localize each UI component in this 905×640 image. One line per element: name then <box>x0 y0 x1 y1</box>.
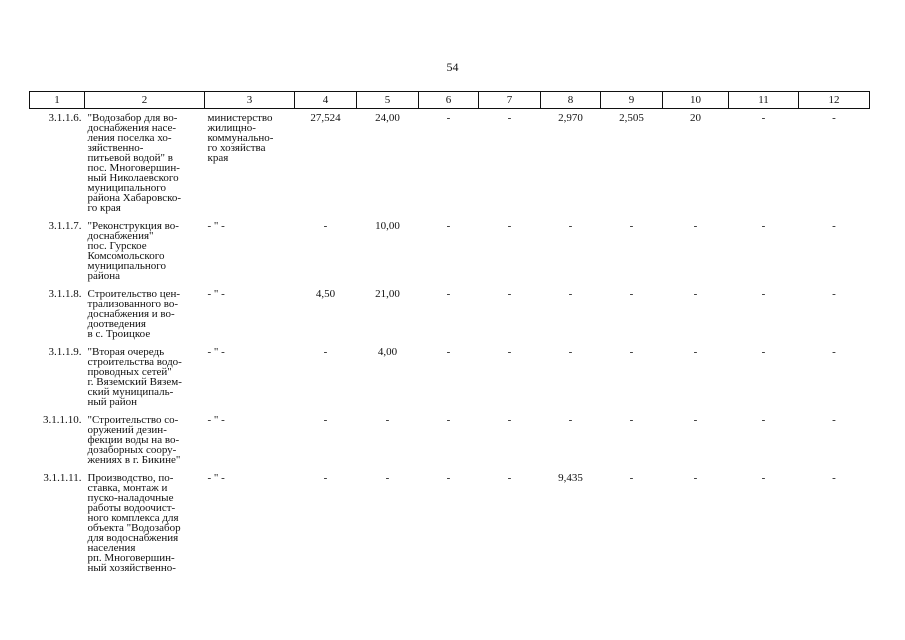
value-cell-col-7: - <box>507 112 512 124</box>
value-cell-col-12: - <box>832 472 836 484</box>
value-cell-col-7: - <box>507 288 512 300</box>
column-header-6: 6 <box>419 92 479 109</box>
row-number: 3.1.1.8. <box>48 288 82 300</box>
value-cell-col-5: 4,00 <box>377 346 398 358</box>
value-cell-col-10: - <box>693 346 698 358</box>
value-cell-col-12: - <box>832 112 836 124</box>
value-cell-col-4: 4,50 <box>315 288 336 300</box>
value-cell-col-10: 20 <box>690 112 701 124</box>
page-number: 54 <box>446 60 459 74</box>
value-cell-col-12: - <box>832 346 836 358</box>
value-cell-col-11: - <box>761 414 766 426</box>
value-cell-col-9: - <box>629 472 634 484</box>
value-cell-col-5: - <box>385 472 390 484</box>
value-cell-col-9: 2,505 <box>619 112 644 124</box>
value-cell-col-8: - <box>568 220 573 232</box>
row-number: 3.1.1.10. <box>43 414 82 426</box>
column-header-3: 3 <box>205 92 295 109</box>
value-cell-col-12: - <box>832 414 836 426</box>
row-number: 3.1.1.11. <box>43 472 82 484</box>
column-header-5: 5 <box>357 92 419 109</box>
value-cell-col-6: - <box>446 220 451 232</box>
value-cell-col-4: - <box>323 346 328 358</box>
value-cell-col-4: 27,524 <box>310 112 341 124</box>
value-cell-col-6: - <box>446 288 451 300</box>
table-body <box>30 109 870 578</box>
column-header-7: 7 <box>479 92 541 109</box>
value-cell-col-9: - <box>629 346 634 358</box>
column-header-4: 4 <box>295 92 357 109</box>
column-header-11: 11 <box>729 92 799 109</box>
value-cell-col-4: - <box>323 414 328 426</box>
measure-name: "Вторая очередь строительства водо- проводных сетей" г. Вяземский Вязем- ский муниципаль- ный район <box>87 346 182 408</box>
column-header-10: 10 <box>663 92 729 109</box>
value-cell-col-8: 2,970 <box>558 112 583 124</box>
measure-name: "Реконструкция во- доснабжения" пос. Гурское Комсомольского муниципального района <box>87 220 179 282</box>
value-cell-col-8: - <box>568 346 573 358</box>
value-cell-col-6: - <box>446 346 451 358</box>
value-cell-col-4: - <box>323 472 328 484</box>
value-cell-col-10: - <box>693 288 698 300</box>
measure-name: "Строительство со- оружений дезин- фекции воды на во- дозаборных соору- жениях в г. Бикине" <box>87 414 181 466</box>
value-cell-col-5: 21,00 <box>375 288 400 300</box>
value-cell-col-11: - <box>761 112 766 124</box>
value-cell-col-6: - <box>446 414 451 426</box>
value-cell-col-10: - <box>693 414 698 426</box>
value-cell-col-9: - <box>629 220 634 232</box>
column-header-9: 9 <box>601 92 663 109</box>
value-cell-col-6: - <box>446 472 451 484</box>
value-cell-col-7: - <box>507 414 512 426</box>
executor: - " - <box>207 288 225 300</box>
value-cell-col-12: - <box>832 288 836 300</box>
measure-name: Строительство цен- трализованного во- доснабжения и во- доотведения в с. Троицкое <box>87 288 181 340</box>
table-row <box>30 109 870 218</box>
value-cell-col-8: 9,435 <box>558 472 583 484</box>
value-cell-col-11: - <box>761 346 766 358</box>
value-cell-col-11: - <box>761 220 766 232</box>
value-cell-col-10: - <box>693 220 698 232</box>
value-cell-col-7: - <box>507 220 512 232</box>
value-cell-col-8: - <box>568 288 573 300</box>
table-header <box>30 92 870 109</box>
value-cell-col-9: - <box>629 288 634 300</box>
value-cell-col-4: - <box>323 220 328 232</box>
column-header-12: 12 <box>799 92 870 109</box>
table-row <box>30 217 870 285</box>
program-table <box>29 91 870 577</box>
table-row <box>30 343 870 411</box>
measure-name: "Водозабор для во- доснабжения насе- ления поселка хо- зяйственно- питьевой водой" в пос. Многовершин- ный Николаевского муниципального района Хабаровско- го края <box>87 112 182 214</box>
table-row <box>30 411 870 469</box>
value-cell-col-5: - <box>385 414 390 426</box>
header-row <box>30 92 870 109</box>
executor: - " - <box>207 220 225 232</box>
executor: - " - <box>207 346 225 358</box>
executor: - " - <box>207 414 225 426</box>
value-cell-col-11: - <box>761 288 766 300</box>
executor: министерство жилищно- коммунально- го хозяйства края <box>207 112 274 164</box>
column-header-8: 8 <box>541 92 601 109</box>
table-row <box>30 469 870 577</box>
value-cell-col-10: - <box>693 472 698 484</box>
row-number: 3.1.1.7. <box>48 220 82 232</box>
value-cell-col-7: - <box>507 472 512 484</box>
column-header-2: 2 <box>85 92 205 109</box>
value-cell-col-6: - <box>446 112 451 124</box>
column-header-1: 1 <box>30 92 85 109</box>
value-cell-col-11: - <box>761 472 766 484</box>
row-number: 3.1.1.6. <box>48 112 82 124</box>
value-cell-col-9: - <box>629 414 634 426</box>
value-cell-col-5: 24,00 <box>375 112 400 124</box>
value-cell-col-12: - <box>832 220 836 232</box>
value-cell-col-8: - <box>568 414 573 426</box>
value-cell-col-7: - <box>507 346 512 358</box>
row-number: 3.1.1.9. <box>48 346 82 358</box>
value-cell-col-5: 10,00 <box>375 220 400 232</box>
executor: - " - <box>207 472 225 484</box>
table-row <box>30 285 870 343</box>
measure-name: Производство, по- ставка, монтаж и пуско-наладочные работы водоочист- ного комплекса для объекта "Водозабор для водоснабжения населения рп. Многовершин- ный хозяйственно- <box>87 472 181 574</box>
